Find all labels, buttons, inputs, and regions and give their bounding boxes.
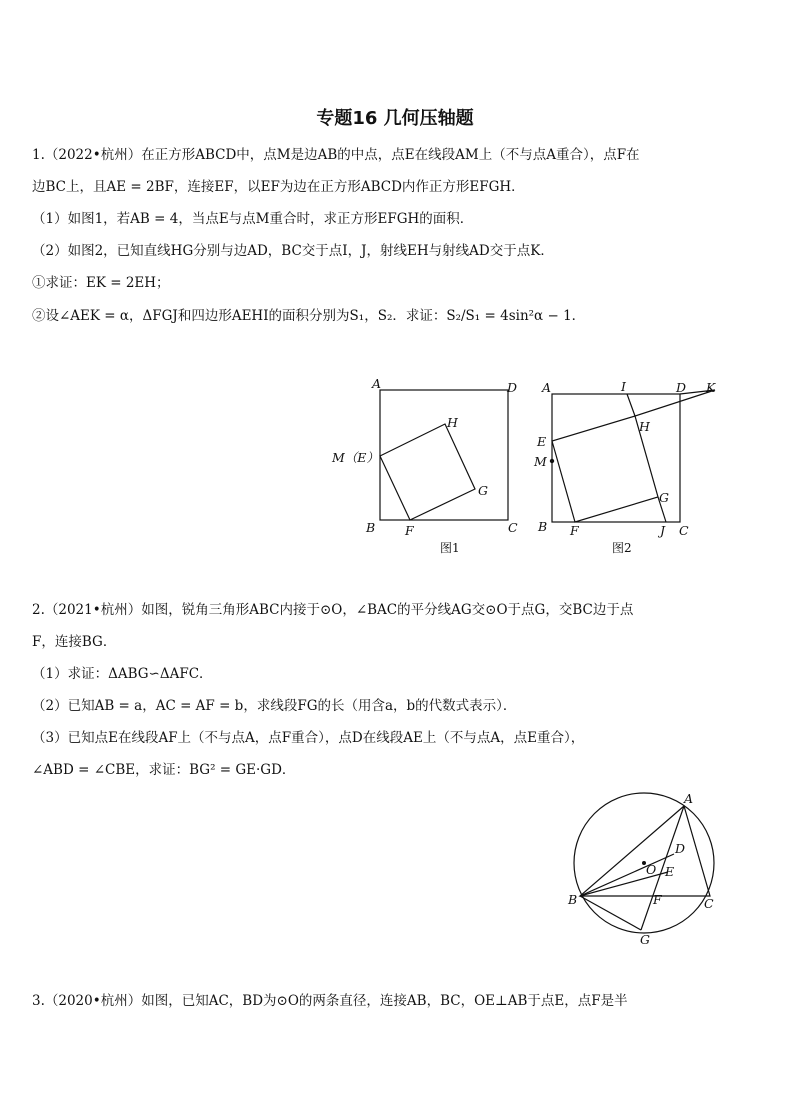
fig-q2-label-e: E <box>665 864 675 879</box>
fig2-label-i: I <box>621 379 626 394</box>
page-title: 专题16 几何压轴题 <box>316 108 474 129</box>
q3-stem: 3.（2020•杭州）如图，已知AC，BD为⊙O的两条直径，连接AB，BC，OE⊥AB于点E，点F是半 <box>32 993 628 1009</box>
triangle-abc <box>580 806 710 896</box>
fig2-label-d: D <box>676 380 687 395</box>
fig1-label-g: G <box>478 483 488 498</box>
fig1-label-h: H <box>447 415 458 430</box>
fig-q2-label-f: F <box>653 892 662 907</box>
q1-stem: 1.（2022•杭州）在正方形ABCD中，点M是边AB的中点，点E在线段AM上（不与点A重合），点F在 <box>32 147 640 163</box>
q1-part2-i: ①求证：EK = 2EH； <box>32 275 170 291</box>
fig-q2-label-o: O <box>646 862 657 877</box>
fig-q2-label-a: A <box>684 791 694 806</box>
fig-q2-label-d: D <box>675 841 686 856</box>
fig2-label-k: K <box>706 380 716 395</box>
fig1-label-c: C <box>508 520 518 535</box>
fig1-label-d: D <box>507 380 518 395</box>
q1-part2-ii: ②设∠AEK = α，ΔFGJ和四边形AEHI的面积分别为S₁，S₂．求证：S₂/S₁ = 4sin²α − 1． <box>32 308 586 324</box>
q2-stem: 2.（2021•杭州）如图，锐角三角形ABC内接于⊙O，∠BAC的平分线AG交⊙O于点G，交BC边于点 <box>32 602 634 618</box>
figure-q2-circle <box>560 788 730 948</box>
q1-part2: （2）如图2，已知直线HG分别与边AD，BC交于点I，J，射线EH与射线AD交于点K． <box>32 243 554 259</box>
fig2-label-g: G <box>659 490 669 505</box>
fig1-label-me: M（E） <box>332 450 379 465</box>
fig2-label-c: C <box>679 523 689 538</box>
fig2-label-b: B <box>538 519 548 534</box>
fig2-label-a: A <box>542 380 552 395</box>
q2-part1: （1）求证：ΔABG∽ΔAFC． <box>32 666 213 682</box>
fig2-label-f: F <box>570 523 579 538</box>
line-ih <box>627 394 635 416</box>
fig1-label-f: F <box>405 523 414 538</box>
q2-stem-cont: F，连接BG． <box>32 634 117 650</box>
fig1-label-b: B <box>366 520 376 535</box>
fig2-label-h: H <box>639 419 650 434</box>
figure-1 <box>330 372 530 562</box>
q2-part2: （2）已知AB = a，AC = AF = b，求线段FG的长（用含a，b的代数式表示）． <box>32 698 517 714</box>
fig-q2-label-c: C <box>704 896 714 911</box>
square-abcd <box>380 390 508 520</box>
point-m <box>550 459 554 463</box>
fig1-label-a: A <box>372 376 382 391</box>
q2-part3: （3）已知点E在线段AF上（不与点A，点F重合），点D在线段AE上（不与点A，点E重合）， <box>32 730 585 746</box>
figure-2 <box>530 372 730 562</box>
q1-stem-cont: 边BC上，且AE = 2BF，连接EF，以EF为边在正方形ABCD内作正方形EFGH． <box>32 179 525 195</box>
fig2-label-e: E <box>537 434 547 449</box>
square-efgh <box>380 424 475 520</box>
fig2-caption: 图2 <box>612 541 632 555</box>
fig-q2-label-g: G <box>640 932 650 947</box>
fig2-label-m: M <box>534 454 547 469</box>
fig2-label-j: J <box>660 523 666 538</box>
fig-q2-label-b: B <box>568 892 578 907</box>
q2-part3-cont: ∠ABD = ∠CBE，求证：BG² = GE·GD． <box>32 762 296 778</box>
fig1-caption: 图1 <box>440 541 460 555</box>
q1-part1: （1）如图1，若AB = 4，当点E与点M重合时，求正方形EFGH的面积． <box>32 211 474 227</box>
